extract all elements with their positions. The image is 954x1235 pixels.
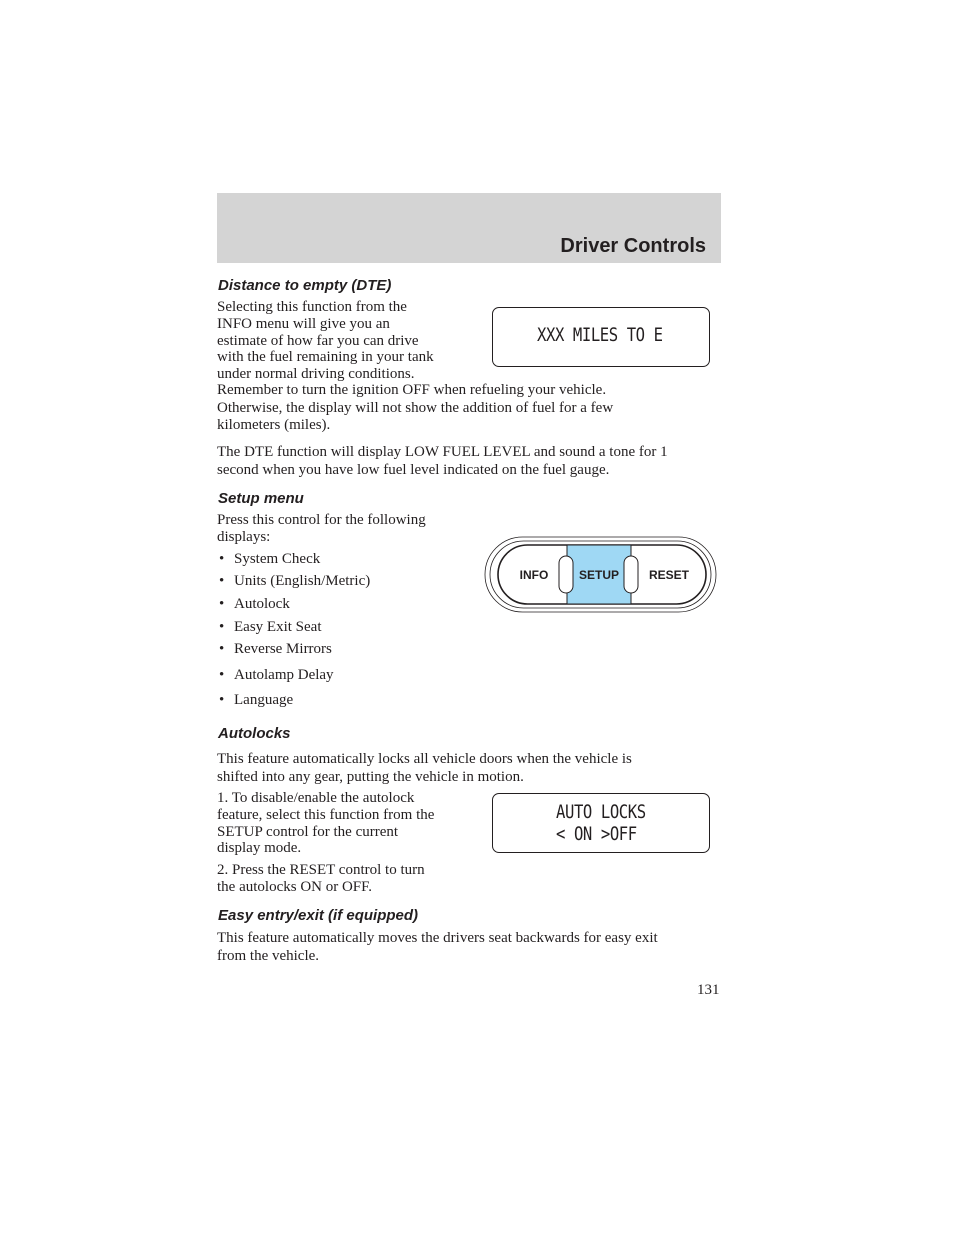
text-line: from the vehicle. [217, 947, 320, 964]
heading-autolocks: Autolocks [218, 725, 291, 742]
heading-distance-to-empty: Distance to empty (DTE) [218, 277, 392, 294]
dte-display-text: XXX MILES TO E [537, 324, 663, 346]
text-line: shifted into any gear, putting the vehicle in motion. [217, 769, 524, 785]
setup-button[interactable]: SETUP [578, 568, 620, 582]
text-line: displays: [217, 528, 271, 545]
text-line: kilometers (miles). [217, 417, 331, 433]
list-item-text: Autolock [234, 596, 290, 612]
left-divider [559, 556, 573, 593]
message-center-buttons-diagram [484, 536, 718, 614]
text-line: display mode. [217, 840, 302, 857]
text-line: under normal driving conditions. [217, 366, 415, 383]
bullet-icon: • [219, 551, 225, 567]
text-line: This feature automatically locks all vehicle doors when the vehicle is [217, 751, 632, 767]
autolocks-step-2 [217, 862, 479, 896]
text-line: estimate of how far you can drive [217, 332, 419, 349]
list-item-text: Units (English/Metric) [234, 573, 371, 589]
list-item-text: Language [234, 692, 294, 708]
text-line: second when you have low fuel level indicated on the fuel gauge. [217, 462, 610, 478]
text-line: Selecting this function from the [217, 299, 407, 315]
autolocks-display-screen [492, 793, 710, 853]
autolocks-display-line-1: AUTO LOCKS [556, 801, 646, 823]
bullet-icon: • [219, 596, 225, 612]
text-line: the autolocks ON or OFF. [217, 878, 373, 895]
reset-button[interactable]: RESET [648, 568, 690, 582]
section-header-band [217, 193, 721, 263]
text-line: Otherwise, the display will not show the addition of fuel for a few [217, 399, 614, 416]
bullet-icon: • [219, 619, 225, 635]
dte-paragraph-1 [217, 299, 487, 383]
dte-paragraph-2 [217, 443, 721, 479]
bullet-icon: • [219, 573, 225, 589]
bullet-icon: • [219, 692, 225, 708]
list-item-text: Autolamp Delay [234, 667, 334, 683]
autolocks-step-1 [217, 790, 479, 857]
info-button[interactable]: INFO [519, 568, 549, 582]
easy-entry-paragraph [217, 930, 727, 965]
dte-display-screen [492, 307, 710, 367]
autolocks-paragraph [217, 750, 721, 786]
heading-easy-entry-exit: Easy entry/exit (if equipped) [218, 907, 419, 924]
bullet-icon: • [219, 667, 225, 683]
text-line: INFO menu will give you an [217, 315, 390, 332]
text-line: feature, select this function from the [217, 806, 435, 823]
section-title: Driver Controls [560, 235, 706, 257]
text-line: Remember to turn the ignition OFF when refueling your vehicle. [217, 382, 607, 398]
list-item-text: Reverse Mirrors [234, 641, 332, 657]
list-item-text: System Check [234, 551, 321, 567]
setup-intro [217, 512, 477, 546]
text-line: with the fuel remaining in your tank [217, 349, 434, 366]
text-line: This feature automatically moves the drivers seat backwards for easy exit [217, 930, 658, 946]
heading-setup-menu: Setup menu [218, 490, 304, 507]
bullet-icon: • [219, 641, 225, 657]
autolocks-display-line-2: < ON >OFF [556, 823, 637, 845]
page-number: 131 [697, 982, 720, 998]
list-item-text: Easy Exit Seat [234, 619, 322, 635]
text-line: Press this control for the following [217, 512, 426, 528]
text-line: The DTE function will display LOW FUEL LEVEL and sound a tone for 1 [217, 444, 668, 460]
dte-paragraph-1-continued [217, 382, 721, 435]
text-line: 1. To disable/enable the autolock [217, 790, 415, 806]
right-divider [624, 556, 638, 593]
text-line: 2. Press the RESET control to turn [217, 862, 425, 878]
text-line: SETUP control for the current [217, 823, 399, 840]
